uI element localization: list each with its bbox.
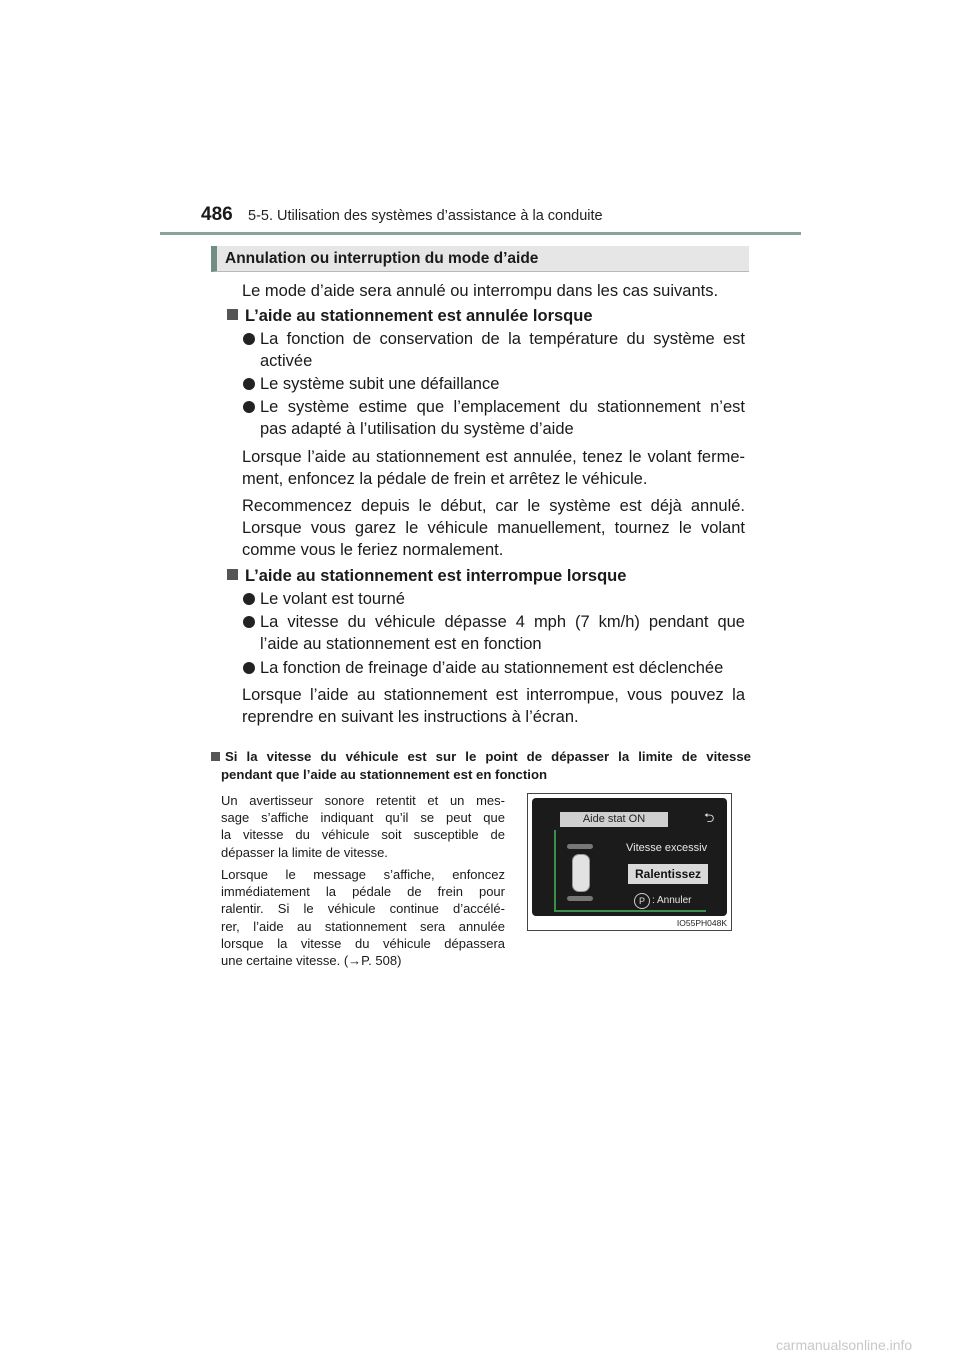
bullet-icon — [243, 593, 255, 605]
note-paragraph-1: Un avertisseur sonore retentit et un mes- sage s’affiche indiquant qu’il se peut que la vitesse du véhicule soit susceptible de dépasser la limite de vitesse. — [221, 793, 505, 860]
back-icon: ⮌ — [704, 810, 715, 825]
interrupt-para-line-2: reprendre en suivant les instructions à l’écran. — [242, 708, 579, 726]
square-bullet-icon — [211, 752, 220, 761]
bullet-icon — [243, 378, 255, 390]
intro-text: Le mode d’aide sera annulé ou interrompu dans les cas suivants. — [242, 282, 719, 300]
page-number: 486 — [201, 204, 233, 225]
cancel-para2-line-2: Lorsque vous garez le véhicule manuellement, tournez le volant — [242, 519, 745, 537]
bullet-icon — [243, 401, 255, 413]
watermark: carmanualsonline.info — [776, 1337, 913, 1353]
image-code: IO55PH048K — [676, 918, 727, 928]
cancel-item-3-line-2: pas adapté à l’utilisation du système d’aide — [260, 420, 574, 438]
interrupt-item-1: Le volant est tourné — [260, 590, 405, 608]
bullet-icon — [243, 616, 255, 628]
warning-message: Vitesse excessiv — [626, 842, 708, 854]
interrupt-item-3: La fonction de freinage d’aide au stationnement est déclenchée — [260, 659, 724, 677]
display-screen — [532, 798, 727, 916]
cancel-item-1-line-2: activée — [260, 352, 313, 370]
bullet-icon — [243, 333, 255, 345]
cancel-para1-line-2: ment, enfoncez la pédale de frein et arrêtez le véhicule. — [242, 470, 648, 488]
interrupt-heading: L’aide au stationnement est interrompue lorsque — [227, 565, 626, 587]
note-paragraph-2: Lorsque le message s’affiche, enfoncez immédiatement la pédale de frein pour ralentir. Si le véhicule continue d’accélé- rer, l’aide au stationnement sera annulée lorsque la vitesse du véhicule dépassera une certaine vitesse. (→P. 508) — [221, 867, 505, 969]
interrupt-para-line-1: Lorsque l’aide au stationnement est interrompue, vous pouvez la — [242, 686, 745, 704]
cancel-para1-line-1: Lorsque l’aide au stationnement est annulée, tenez le volant ferme- — [242, 448, 745, 466]
parking-assist-icon: P — [634, 893, 650, 909]
rear-sensor-icon — [567, 896, 593, 901]
status-bar: Aide stat ON — [560, 812, 668, 827]
slow-down-message: Ralentissez — [628, 864, 708, 884]
cancel-item-2: Le système subit une défaillance — [260, 375, 500, 393]
chapter-title: 5-5. Utilisation des systèmes d’assistance à la conduite — [248, 208, 603, 224]
note-heading: Si la vitesse du véhicule est sur le point de dépasser la limite de vitesse pendant que l’aide au stationnement est en fonction — [211, 748, 751, 784]
screen-illustration — [527, 793, 732, 931]
cancel-para2-line-1: Recommencez depuis le début, car le système est déjà annulé. — [242, 497, 745, 515]
square-bullet-icon — [227, 309, 238, 320]
square-bullet-icon — [227, 569, 238, 580]
cancel-hint: : Annuler — [652, 895, 692, 906]
cancel-item-3-line-1: Le système estime que l’emplacement du stationnement n’est — [260, 398, 745, 416]
header-rule — [160, 232, 801, 235]
interrupt-item-2-line-1: La vitesse du véhicule dépasse 4 mph (7 km/h) pendant que — [260, 613, 745, 631]
cancel-item-1-line-1: La fonction de conservation de la température du système est — [260, 330, 745, 348]
cancel-para2-line-3: comme vous le feriez normalement. — [242, 541, 504, 559]
interrupt-item-2-line-2: l’aide au stationnement est en fonction — [260, 635, 542, 653]
cancel-heading: L’aide au stationnement est annulée lorsque — [227, 305, 593, 327]
bullet-icon — [243, 662, 255, 674]
car-sensor-display — [562, 844, 598, 902]
section-title: Annulation ou interruption du mode d’aide — [211, 246, 749, 272]
front-sensor-icon — [567, 844, 593, 849]
car-icon — [572, 854, 590, 892]
